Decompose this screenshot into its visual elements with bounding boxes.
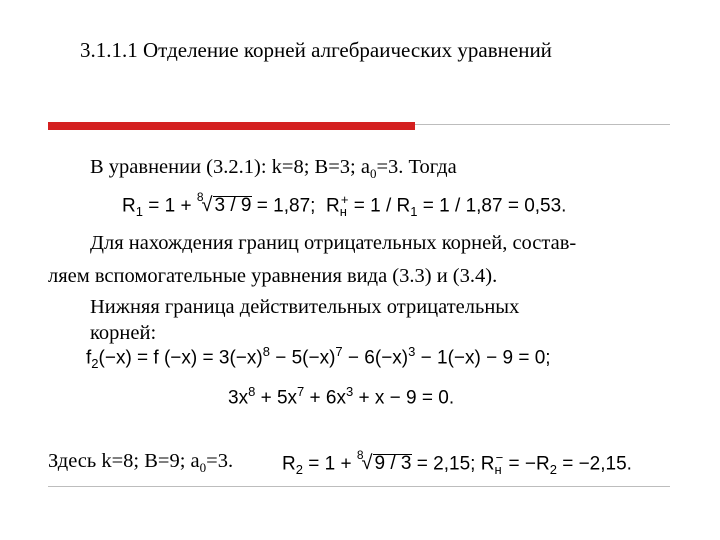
formula-r1-rh-plus: $R_1 = 1 + ^8√$ 3 / 9 = 1,87; $R_н^+ = 1 / R_1 = 1 / 1,87 = 0,53$. <box>122 190 567 220</box>
paragraph-lower-bound-line1: Нижняя граница действительных отрицательных <box>90 296 520 318</box>
formula-f2: $f_2(-x) = f$ $(-x) = 3(-x)^8 - 5(-x)^7 - 6(-x)^3 - 1(-x) - 9 = 0$; <box>86 344 551 372</box>
paragraph-lower-bound-line2: корней: <box>90 322 157 344</box>
title-accent-bar <box>48 122 415 130</box>
formula-polynomial: $3x^8 + 5x^7 + 6x^3 + x - 9 = 0$. <box>228 384 455 409</box>
section-title: 3.1.1.1 Отделение корней алгебраических уравнений <box>80 38 552 62</box>
bottom-divider <box>48 486 670 487</box>
eighth-root: $^8$√ 9 / 3 <box>356 448 412 475</box>
formula-r2-rh-minus: $R_2 = 1 + ^8√$ 9 / 3 = 2,15; $R_н^- = -R_2 = -2,15$. <box>282 448 632 478</box>
paragraph-equation-params: В уравнении (3.2.1): k=8; B=3; $a_0=3$. Тогда <box>90 156 457 182</box>
paragraph-bounds-line1: Для нахождения границ отрицательных корней, состав- <box>90 232 577 254</box>
paragraph-bounds-line2: ляем вспомогательные уравнения вида (3.3) и (3.4). <box>48 265 498 287</box>
paragraph-here-params: Здесь k=8; B=9; $a_0=3$. <box>48 450 234 476</box>
eighth-root: $^8$√ 3 / 9 <box>196 190 252 217</box>
